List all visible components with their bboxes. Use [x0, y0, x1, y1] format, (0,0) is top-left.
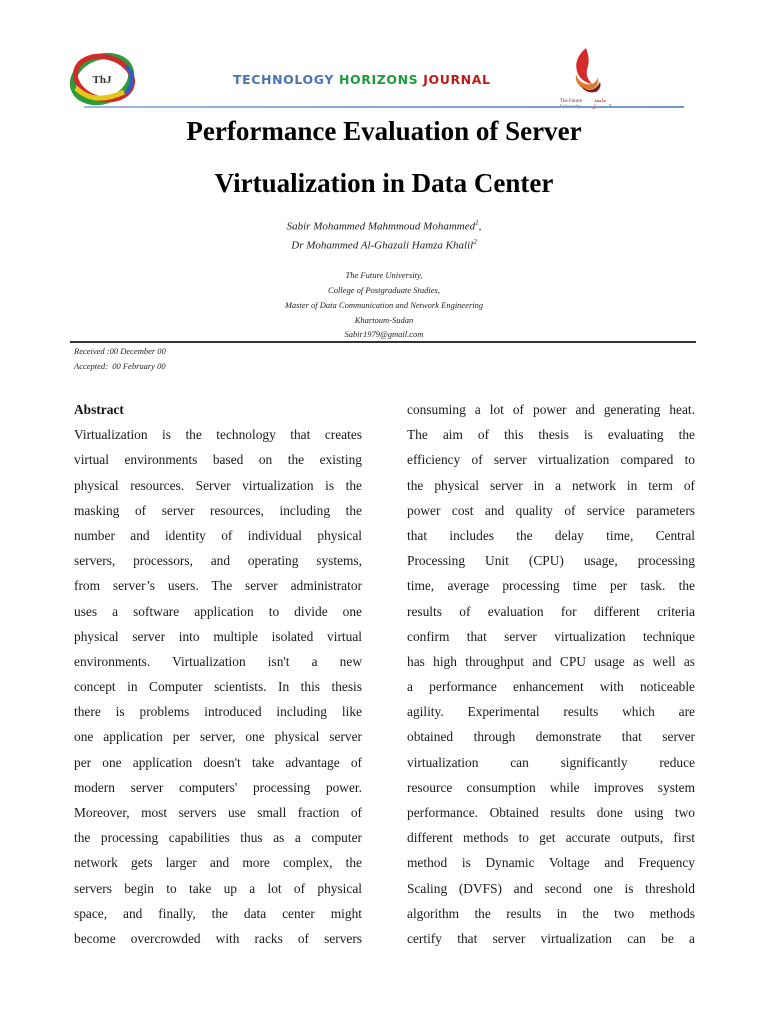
abstract-line: power cost and quality of service parameters: [407, 502, 695, 518]
abstract-line: servers, processors, and operating systems,: [74, 553, 362, 569]
abstract-line: environments. Virtualization isn't a new: [74, 653, 362, 669]
abstract-line: physical server into multiple isolated virtual: [74, 628, 362, 644]
future-university-logo-icon: [556, 44, 616, 110]
affiliation-location: Khartoum-Sudan: [354, 315, 414, 325]
abstract-line: performance. Obtained results done using two: [407, 805, 695, 820]
abstract-right-column: [407, 397, 695, 951]
abstract-line: has high throughput and CPU usage as well as: [407, 653, 695, 669]
author-2-name: Dr Mohammed Al-Ghazali Hamza Khalil: [291, 239, 474, 252]
journal-header: [0, 0, 768, 112]
paper-title-line-1: Performance Evaluation of Server: [186, 116, 582, 146]
author-1-name: Sabir Mohammed Mahmmoud Mohammed: [286, 220, 476, 233]
abstract-line: become overcrowded with racks of servers: [74, 930, 362, 946]
affiliation-program: Master of Data Communication and Network Engineering: [284, 300, 484, 310]
abstract-line: virtualization can significantly reduce: [407, 754, 695, 770]
abstract-heading: Abstract: [74, 402, 124, 417]
abstract-line: from server’s users. The server administrator: [74, 578, 362, 594]
header-divider: [84, 106, 684, 108]
abstract-line: there is problems introduced including like: [74, 704, 362, 720]
abstract-line: confirm that server virtualization technique: [407, 628, 695, 644]
abstract-line: time, average processing time per task. the: [407, 578, 695, 594]
abstract-line: physical resources. Server virtualization is the: [74, 477, 362, 493]
abstract-line: network gets larger and more complex, the: [74, 855, 362, 871]
journal-name-journal: JOURNAL: [423, 72, 491, 87]
author-1-suffix: ,: [478, 220, 482, 233]
abstract-line: algorithm the results in the two methods: [407, 905, 695, 921]
abstract-line: servers begin to take up a lot of physical: [74, 880, 362, 896]
abstract-line: Scaling (DVFS) and second one is threshold: [407, 880, 695, 896]
abstract-line: obtained through demonstrate that server: [407, 729, 695, 745]
abstract-line: method is Dynamic Voltage and Frequency: [407, 855, 695, 871]
abstract-line: one application per server, one physical server: [74, 729, 362, 745]
section-divider: [70, 341, 696, 343]
abstract-line: a performance enhancement with noticeable: [407, 679, 695, 695]
abstract-line: space, and finally, the data center might: [74, 905, 362, 921]
abstract-line: different methods to get accurate outputs, first: [407, 830, 695, 846]
abstract-line: Processing Unit (CPU) usage, processing: [407, 553, 695, 569]
svg-text:جامعة: جامعة: [594, 98, 607, 104]
abstract-line: virtual environments based on the existing: [74, 452, 362, 468]
abstract-line: the processing capabilities thus as a computer: [74, 830, 362, 846]
accepted-date: Accepted: 00 February 00: [74, 361, 166, 371]
svg-text:ThJ: ThJ: [92, 74, 112, 86]
author-email: Sabir1979@gmail.com: [344, 329, 424, 339]
abstract-line: consuming a lot of power and generating heat.: [407, 402, 695, 417]
abstract-line: concept in Computer scientists. In this thesis: [74, 679, 362, 695]
svg-text:The Future: The Future: [560, 99, 583, 104]
abstract-line: that includes the delay time, Central: [407, 527, 695, 543]
abstract-left-column: [74, 397, 362, 951]
abstract-line: per one application doesn't take advantage of: [74, 754, 362, 770]
thj-journal-logo-icon: [64, 48, 142, 108]
abstract-line: Virtualization is the technology that creates: [74, 427, 362, 443]
author-1-sup: 1: [475, 219, 479, 227]
abstract-line: results of evaluation for different criteria: [407, 603, 695, 619]
abstract-line: agility. Experimental results which are: [407, 704, 695, 720]
abstract-line: Moreover, most servers use small fraction of: [74, 805, 362, 820]
paper-title-line-2: Virtualization in Data Center: [214, 168, 554, 198]
author-2: [0, 238, 768, 252]
affiliation-college: College of Postgraduate Studies,: [328, 285, 440, 295]
abstract-line: number and identity of individual physical: [74, 527, 362, 543]
abstract-line: the physical server in a network in term of: [407, 477, 695, 493]
abstract-line: modern server computers' processing power.: [74, 779, 362, 795]
journal-name-horizons: HORIZONS: [338, 72, 424, 87]
abstract-line: resource consumption while improves system: [407, 779, 695, 795]
abstract-line: certify that server virtualization can be a: [407, 930, 695, 946]
journal-name-technology: TECHNOLOGY: [233, 72, 339, 87]
journal-name: [233, 72, 491, 87]
author-1: [0, 219, 768, 233]
abstract-line: masking of server resources, including the: [74, 502, 362, 518]
abstract-line: efficiency of server virtualization compared to: [407, 452, 695, 468]
author-2-sup: 2: [473, 238, 477, 246]
abstract-line: uses a software application to divide one: [74, 603, 362, 619]
abstract-line: The aim of this thesis is evaluating the: [407, 427, 695, 443]
received-date: Received :00 December 00: [74, 346, 166, 356]
affiliation-university: The Future University,: [345, 270, 423, 280]
